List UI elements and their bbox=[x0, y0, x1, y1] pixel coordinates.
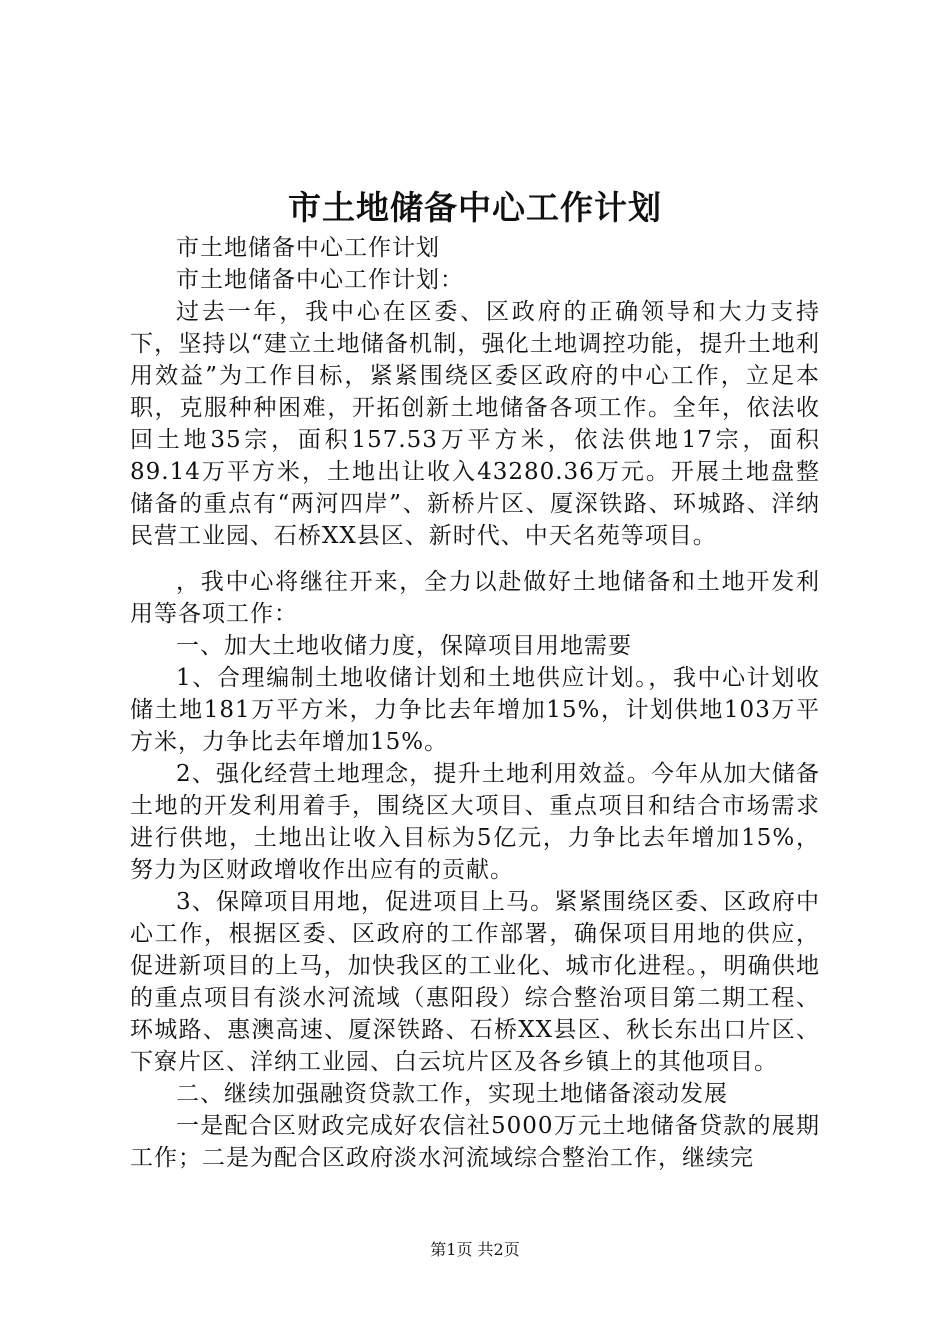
section-heading-1: 一、加大土地收储力度，保障项目用地需要 bbox=[176, 633, 632, 659]
paragraph-subtitle: 市土地储备中心工作计划 bbox=[176, 235, 440, 261]
paragraph-salutation: 市土地储备中心工作计划： bbox=[176, 267, 464, 293]
paragraph-intro: ，我中心将继往开来，全力以赴做好土地储备和土地开发利用等各项工作： bbox=[130, 569, 820, 627]
document-title: 市土地储备中心工作计划 bbox=[288, 188, 662, 227]
paragraph-item-3: 3、保障项目用地，促进项目上马。紧紧围绕区委、区政府中心工作，根据区委、区政府的工作部署，确保项目用地的供应，促进新项目的上马，加快我区的工业化、城市化进程。，明确供地的重点项目有淡水河流域（惠阳段）综合整治项目第二期工程、环城路、惠澳高速、厦深铁路、石桥XX县区、秋长东出口片区、下寮片区、洋纳工业园、白云坑片区及各乡镇上的其他项目。 bbox=[130, 889, 820, 1075]
section-heading-2: 二、继续加强融资贷款工作，实现土地储备滚动发展 bbox=[176, 1081, 728, 1107]
paragraph-item-1: 1、合理编制土地收储计划和土地供应计划。，我中心计划收储土地181万平方米，力争比去年增加15%，计划供地103万平方米，力争比去年增加15%。 bbox=[130, 665, 820, 755]
paragraph-review: 过去一年，我中心在区委、区政府的正确领导和大力支持下，坚持以“建立土地储备机制，强化土地调控功能，提升土地利用效益”为工作目标，紧紧围绕区委区政府的中心工作，立足本职，克服种种困难，开拓创新土地储备各项工作。全年，依法收回土地35宗，面积157.53万平方米，依法供地17宗，面积89.14万平方米，土地出让收入43280.36万元。开展土地盘整储备的重点有“两河四岸”、新桥片区、厦深铁路、环城路、洋纳民营工业园、石桥XX县区、新时代、中天名苑等项目。 bbox=[130, 299, 820, 549]
document-body bbox=[130, 232, 820, 1174]
page-footer: 第1页 共2页 bbox=[430, 1240, 520, 1259]
paragraph-item-2: 2、强化经营土地理念，提升土地利用效益。今年从加大储备土地的开发利用着手，围绕区大项目、重点项目和结合市场需求进行供地，土地出让收入目标为5亿元，力争比去年增加15%，努力为区财政增收作出应有的贡献。 bbox=[130, 761, 820, 883]
paragraph-financing: 一是配合区财政完成好农信社5000万元土地储备贷款的展期工作；二是为配合区政府淡水河流域综合整治工作，继续完 bbox=[130, 1113, 820, 1171]
